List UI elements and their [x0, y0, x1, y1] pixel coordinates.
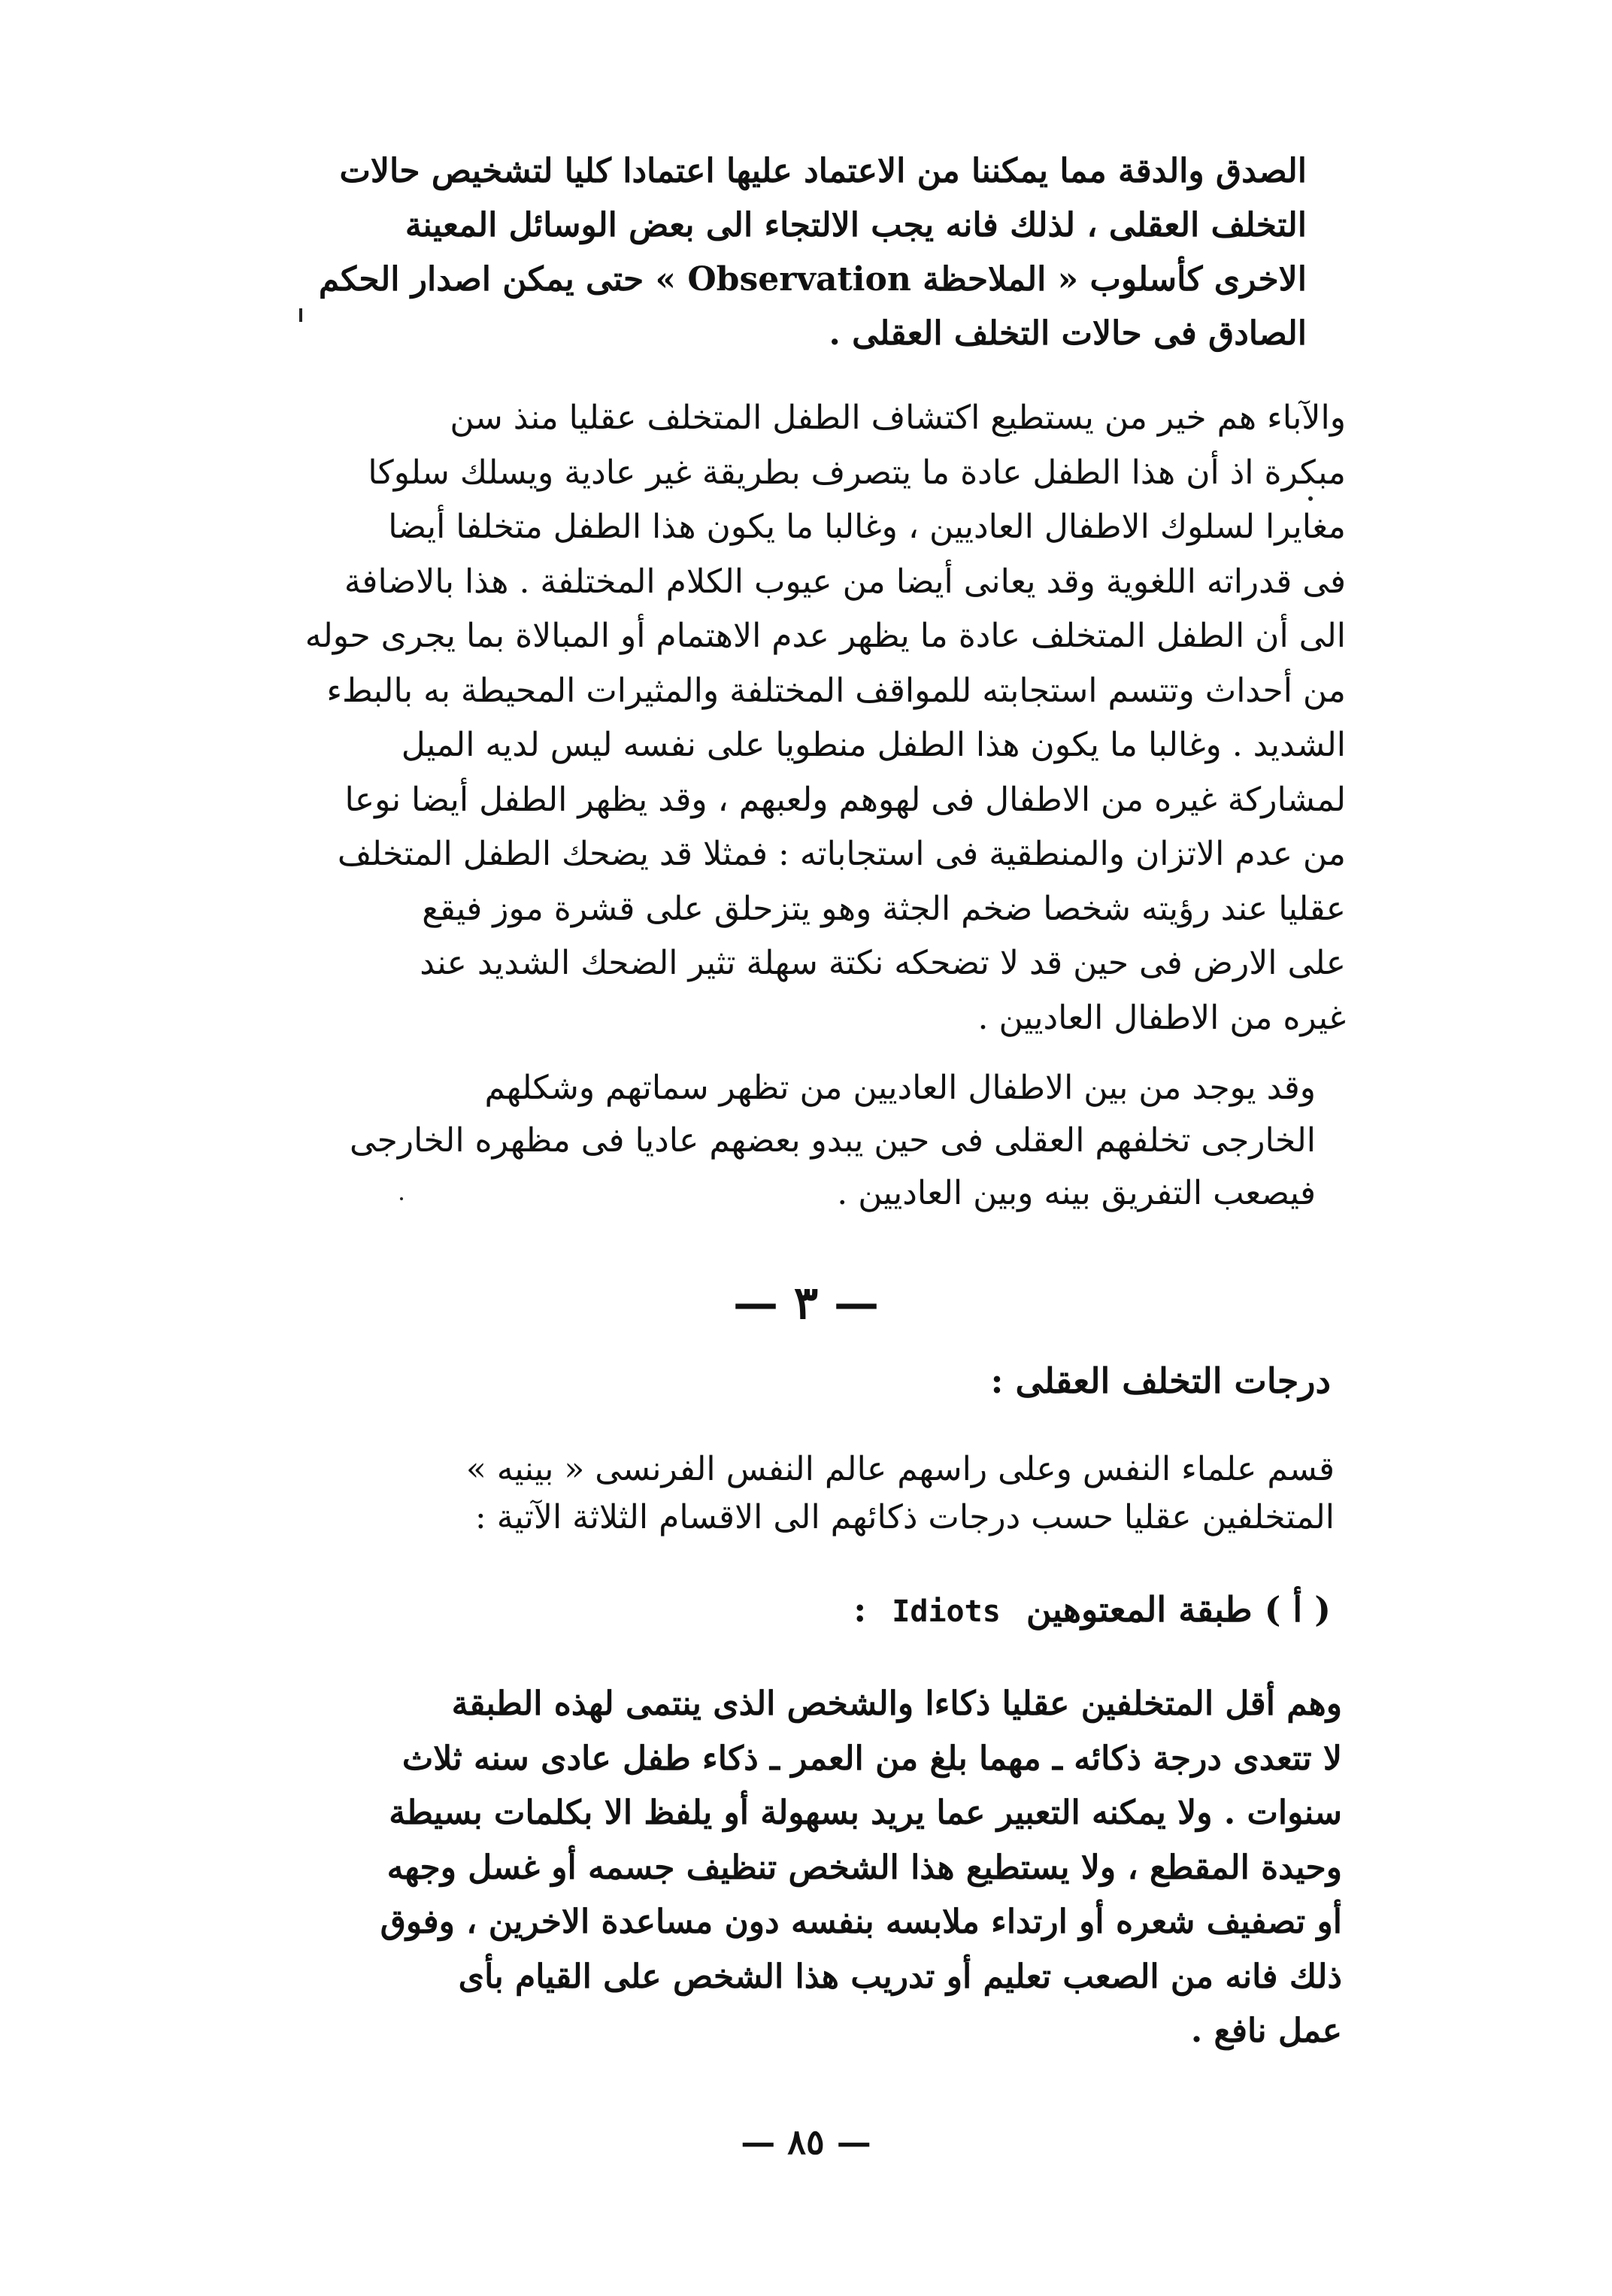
- paragraph-line: أو تصفيف شعره أو ارتداء ملابسه بنفسه دون مساعدة الاخرين ، وفوق: [380, 1903, 1342, 1941]
- scan-mark: [400, 1197, 403, 1200]
- paragraph-line: الشديد . وغالبا ما يكون هذا الطفل منطويا على نفسه ليس لديه الميل: [401, 726, 1346, 764]
- paragraph-line: الصدق والدقة مما يمكننا من الاعتماد عليها اعتمادا كليا لتشخيص حالات: [339, 152, 1307, 190]
- paragraph-line: التخلف العقلى ، لذلك فانه يجب الالتجاء الى بعض الوسائل المعينة: [405, 206, 1307, 244]
- paragraph-line: سنوات . ولا يمكنه التعبير عما يريد بسهولة أو يلفظ الا بكلمات بسيطة: [389, 1794, 1342, 1832]
- paragraph-line: مبكرة اذ أن هذا الطفل عادة ما يتصرف بطريقة غير عادية ويسلك سلوكا: [368, 453, 1346, 492]
- paragraph-line: غيره من الاطفال العاديين .: [977, 998, 1346, 1037]
- paragraph-line: قسم علماء النفس وعلى راسهم عالم النفس الفرنسى « بينيه »: [465, 1450, 1335, 1488]
- paragraph-line: لمشاركة غيره من الاطفال فى لهوهم ولعبهم ، وقد يظهر الطفل أيضا نوعا: [344, 780, 1346, 819]
- paragraph-line: فى قدراته اللغوية وقد يعانى أيضا من عيوب الكلام المختلفة . هذا بالاضافة: [344, 562, 1346, 601]
- paragraph-line: عمل نافع .: [1190, 2012, 1342, 2050]
- paragraph-line: والآباء هم خير من يستطيع اكتشاف الطفل المتخلف عقليا منذ سن: [450, 399, 1346, 437]
- paragraph-line: على الارض فى حين قد لا تضحكه نكتة سهلة تثير الضحك الشديد عند: [420, 944, 1346, 982]
- subheading: [853, 1587, 1331, 1634]
- scan-mark: [299, 308, 302, 322]
- paragraph-line: ذلك فانه من الصعب تعليم أو تدريب هذا الشخص على القيام بأى: [458, 1957, 1342, 1996]
- paragraph-line: وحيدة المقطع ، ولا يستطيع هذا الشخص تنظيف جسمه أو غسل وجهه: [386, 1848, 1342, 1887]
- paragraph-line: لا تتعدى درجة ذكائه ـ مهما بلغ من العمر ـ ذكاء طفل عادى سنه ثلاث: [401, 1739, 1342, 1778]
- paragraph-2: [263, 391, 1346, 1045]
- paragraph-line: عقليا عند رؤيته شخصا ضخم الجثة وهو يتزحلق على قشرة موز فيقع: [422, 889, 1346, 928]
- paragraph-4: [417, 1445, 1335, 1542]
- page-number: — ٨٥ —: [741, 2122, 871, 2162]
- paragraph-1: [248, 144, 1307, 361]
- paragraph-line: فيصعب التفريق بينه وبين العاديين .: [837, 1174, 1316, 1212]
- section-heading: درجات التخلف العقلى :: [990, 1360, 1331, 1401]
- paragraph-line: الى أن الطفل المتخلف عادة ما يظهر عدم الاهتمام أو المبالاة بما يجرى حوله: [305, 617, 1346, 655]
- scan-mark: [1308, 496, 1313, 501]
- paragraph-line: الخارجى تخلفهم العقلى فى حين يبدو بعضهم عاديا فى مظهره الخارجى: [349, 1121, 1316, 1160]
- paragraph-line: من عدم الاتزان والمنطقية فى استجاباته : فمثلا قد يضحك الطفل المتخلف: [337, 835, 1346, 873]
- paragraph-line: الاخرى كأسلوب « الملاحظة Observation » حتى يمكن اصدار الحكم: [318, 260, 1307, 299]
- subheading-colon: :: [853, 1589, 867, 1630]
- paragraph-line: الصادق فى حالات التخلف العقلى .: [829, 314, 1307, 353]
- paragraph-line: من أحداث وتتسم استجابته للمواقف المختلفة والمثيرات المحيطة به بالبطء: [326, 671, 1346, 710]
- paragraph-line: وقد يوجد من بين الاطفال العاديين من تظهر سماتهم وشكلهم: [484, 1069, 1316, 1107]
- section-number: — ٣ —: [732, 1277, 879, 1330]
- paragraph-line: مغايرا لسلوك الاطفال العاديين ، وغالبا ما يكون هذا الطفل متخلفا أيضا: [388, 508, 1346, 546]
- subheading-latin-term: Idiots: [892, 1594, 1001, 1629]
- paragraph-5: [267, 1677, 1342, 2059]
- paragraph-line: وهم أقل المتخلفين عقليا ذكاءا والشخص الذى ينتمى لهذه الطبقة: [451, 1685, 1342, 1723]
- paragraph-line: المتخلفين عقليا حسب درجات ذكائهم الى الاقسام الثلاثة الآتية :: [474, 1498, 1335, 1536]
- paragraph-3: [267, 1062, 1316, 1220]
- subheading-label: ( أ ) طبقة المعتوهين: [1026, 1589, 1331, 1630]
